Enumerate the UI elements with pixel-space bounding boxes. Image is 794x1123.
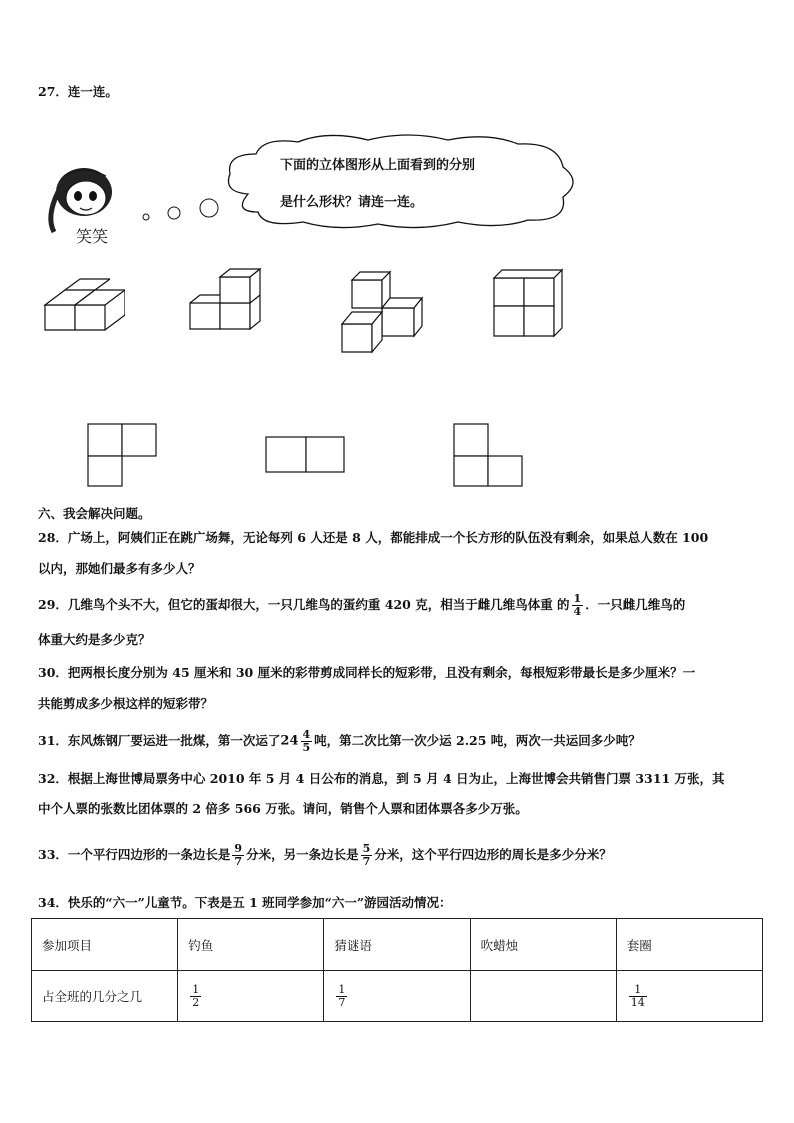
frac-num: 1 (338, 982, 346, 996)
thought-dots (140, 195, 222, 225)
q30-line1: 30．把两根长度分别为 45 厘米和 30 厘米的彩带剪成同样长的短彩带，且没有剩余，每根短彩带最长是多少厘米？一 (38, 665, 696, 680)
q29-text-a: 29．几维鸟个头不大，但它的蛋却很大，一只几维鸟的蛋约重 420 克，相当于雌几维鸟体重 的 (38, 597, 570, 612)
q31-mixed-int: 24 (280, 733, 299, 749)
q33-fraction-2 (361, 843, 373, 868)
table-header-row (32, 919, 763, 971)
q28-line1: 28．广场上，阿姨们正在跳广场舞，无论每列 6 人还是 8 人，都能排成一个长方形的队伍没有剩余，如果总人数在 100 (38, 530, 709, 545)
table-cell (178, 971, 324, 1022)
table-header-cell: 钓鱼 (178, 919, 324, 971)
q31-frac-num: 4 (302, 728, 311, 741)
table-header-cell: 猜谜语 (324, 919, 470, 971)
frac-den: 7 (338, 995, 346, 1009)
fraction (629, 984, 647, 1009)
frac-den: 2 (192, 995, 200, 1009)
girl-face-icon (51, 168, 112, 232)
q31-fraction (301, 729, 313, 754)
q33-frac1-num: 9 (234, 842, 243, 855)
q33-frac1-den: 7 (234, 855, 243, 868)
solid-figure-1 (40, 275, 125, 335)
girl-illustration (36, 162, 136, 247)
solid-figure-4 (490, 266, 572, 340)
table-header-cell: 套圈 (616, 919, 762, 971)
table-row (32, 971, 763, 1022)
q33-text-b: 分米，另一条边长是 (246, 847, 359, 862)
solid-figure-3 (338, 268, 430, 356)
table-cell-empty (470, 971, 616, 1022)
table-row-label: 占全班的几分之几 (32, 971, 178, 1022)
activity-table (31, 918, 763, 1022)
q27-label: 27．连一连。 (38, 84, 118, 99)
q34-text: 34．快乐的“六一”儿童节。下表是五 1 班同学参加“六一”游园活动情况： (38, 895, 452, 910)
frac-num: 1 (629, 984, 647, 997)
q33-text-a: 33．一个平行四边形的一条边长是 (38, 847, 231, 862)
speech-cloud (218, 132, 583, 232)
q33-text-c: 分米，这个平行四边形的周长是多少分米？ (374, 847, 612, 862)
q28-line2: 以内，那她们最多有多少人？ (38, 561, 201, 576)
fraction (190, 984, 201, 1009)
q32-line2: 中个人票的张数比团体票的 2 倍多 566 万张。请问，销售个人票和团体票各多少万张。 (38, 801, 528, 816)
section-title: 六、我会解决问题。 (38, 506, 151, 521)
q29-line1 (38, 590, 685, 620)
q31-line (38, 726, 641, 757)
table-header-cell: 吹蜡烛 (470, 919, 616, 971)
q29-fraction (572, 593, 584, 618)
q33-frac2-den: 7 (362, 855, 371, 868)
q29-line2: 体重大约是多少克？ (38, 632, 151, 647)
q29-frac-den: 4 (573, 605, 582, 618)
q29-text-b: ．一只雌几维鸟的 (585, 597, 686, 612)
solid-figure-2 (186, 257, 266, 333)
frac-num: 1 (192, 982, 200, 996)
fraction (336, 984, 347, 1009)
q31-text-b: 吨，第二次比第一次少运 2.25 吨，两次一共运回多少吨？ (314, 733, 641, 748)
figure-caption: 笑笑 (76, 227, 109, 246)
q33-line (38, 838, 612, 872)
q31-frac-den: 5 (302, 741, 311, 754)
cloud-text-line1: 下面的立体图形从上面看到的分别 (280, 158, 476, 173)
q30-line2: 共能剪成多少根这样的短彩带？ (38, 696, 214, 711)
top-view-shape-2 (264, 435, 348, 475)
q32-line1: 32．根据上海世博局票务中心 2010 年 5 月 4 日公布的消息，到 5 月 4 日为止，上海世博会共销售门票 3311 万张，其 (38, 771, 725, 786)
q33-fraction-1 (232, 843, 244, 868)
q31-text-a: 31．东风炼钢厂要运进一批煤，第一次运了 (38, 733, 281, 748)
q29-frac-num: 1 (573, 592, 582, 605)
top-view-shape-3 (452, 422, 526, 488)
cloud-text-line2: 是什么形状？请连一连。 (280, 195, 424, 210)
table-header-cell: 参加项目 (32, 919, 178, 971)
top-view-shape-1 (86, 422, 158, 488)
table-cell (616, 971, 762, 1022)
table-cell (324, 971, 470, 1022)
frac-den: 14 (630, 995, 645, 1009)
q33-frac2-num: 5 (362, 842, 371, 855)
